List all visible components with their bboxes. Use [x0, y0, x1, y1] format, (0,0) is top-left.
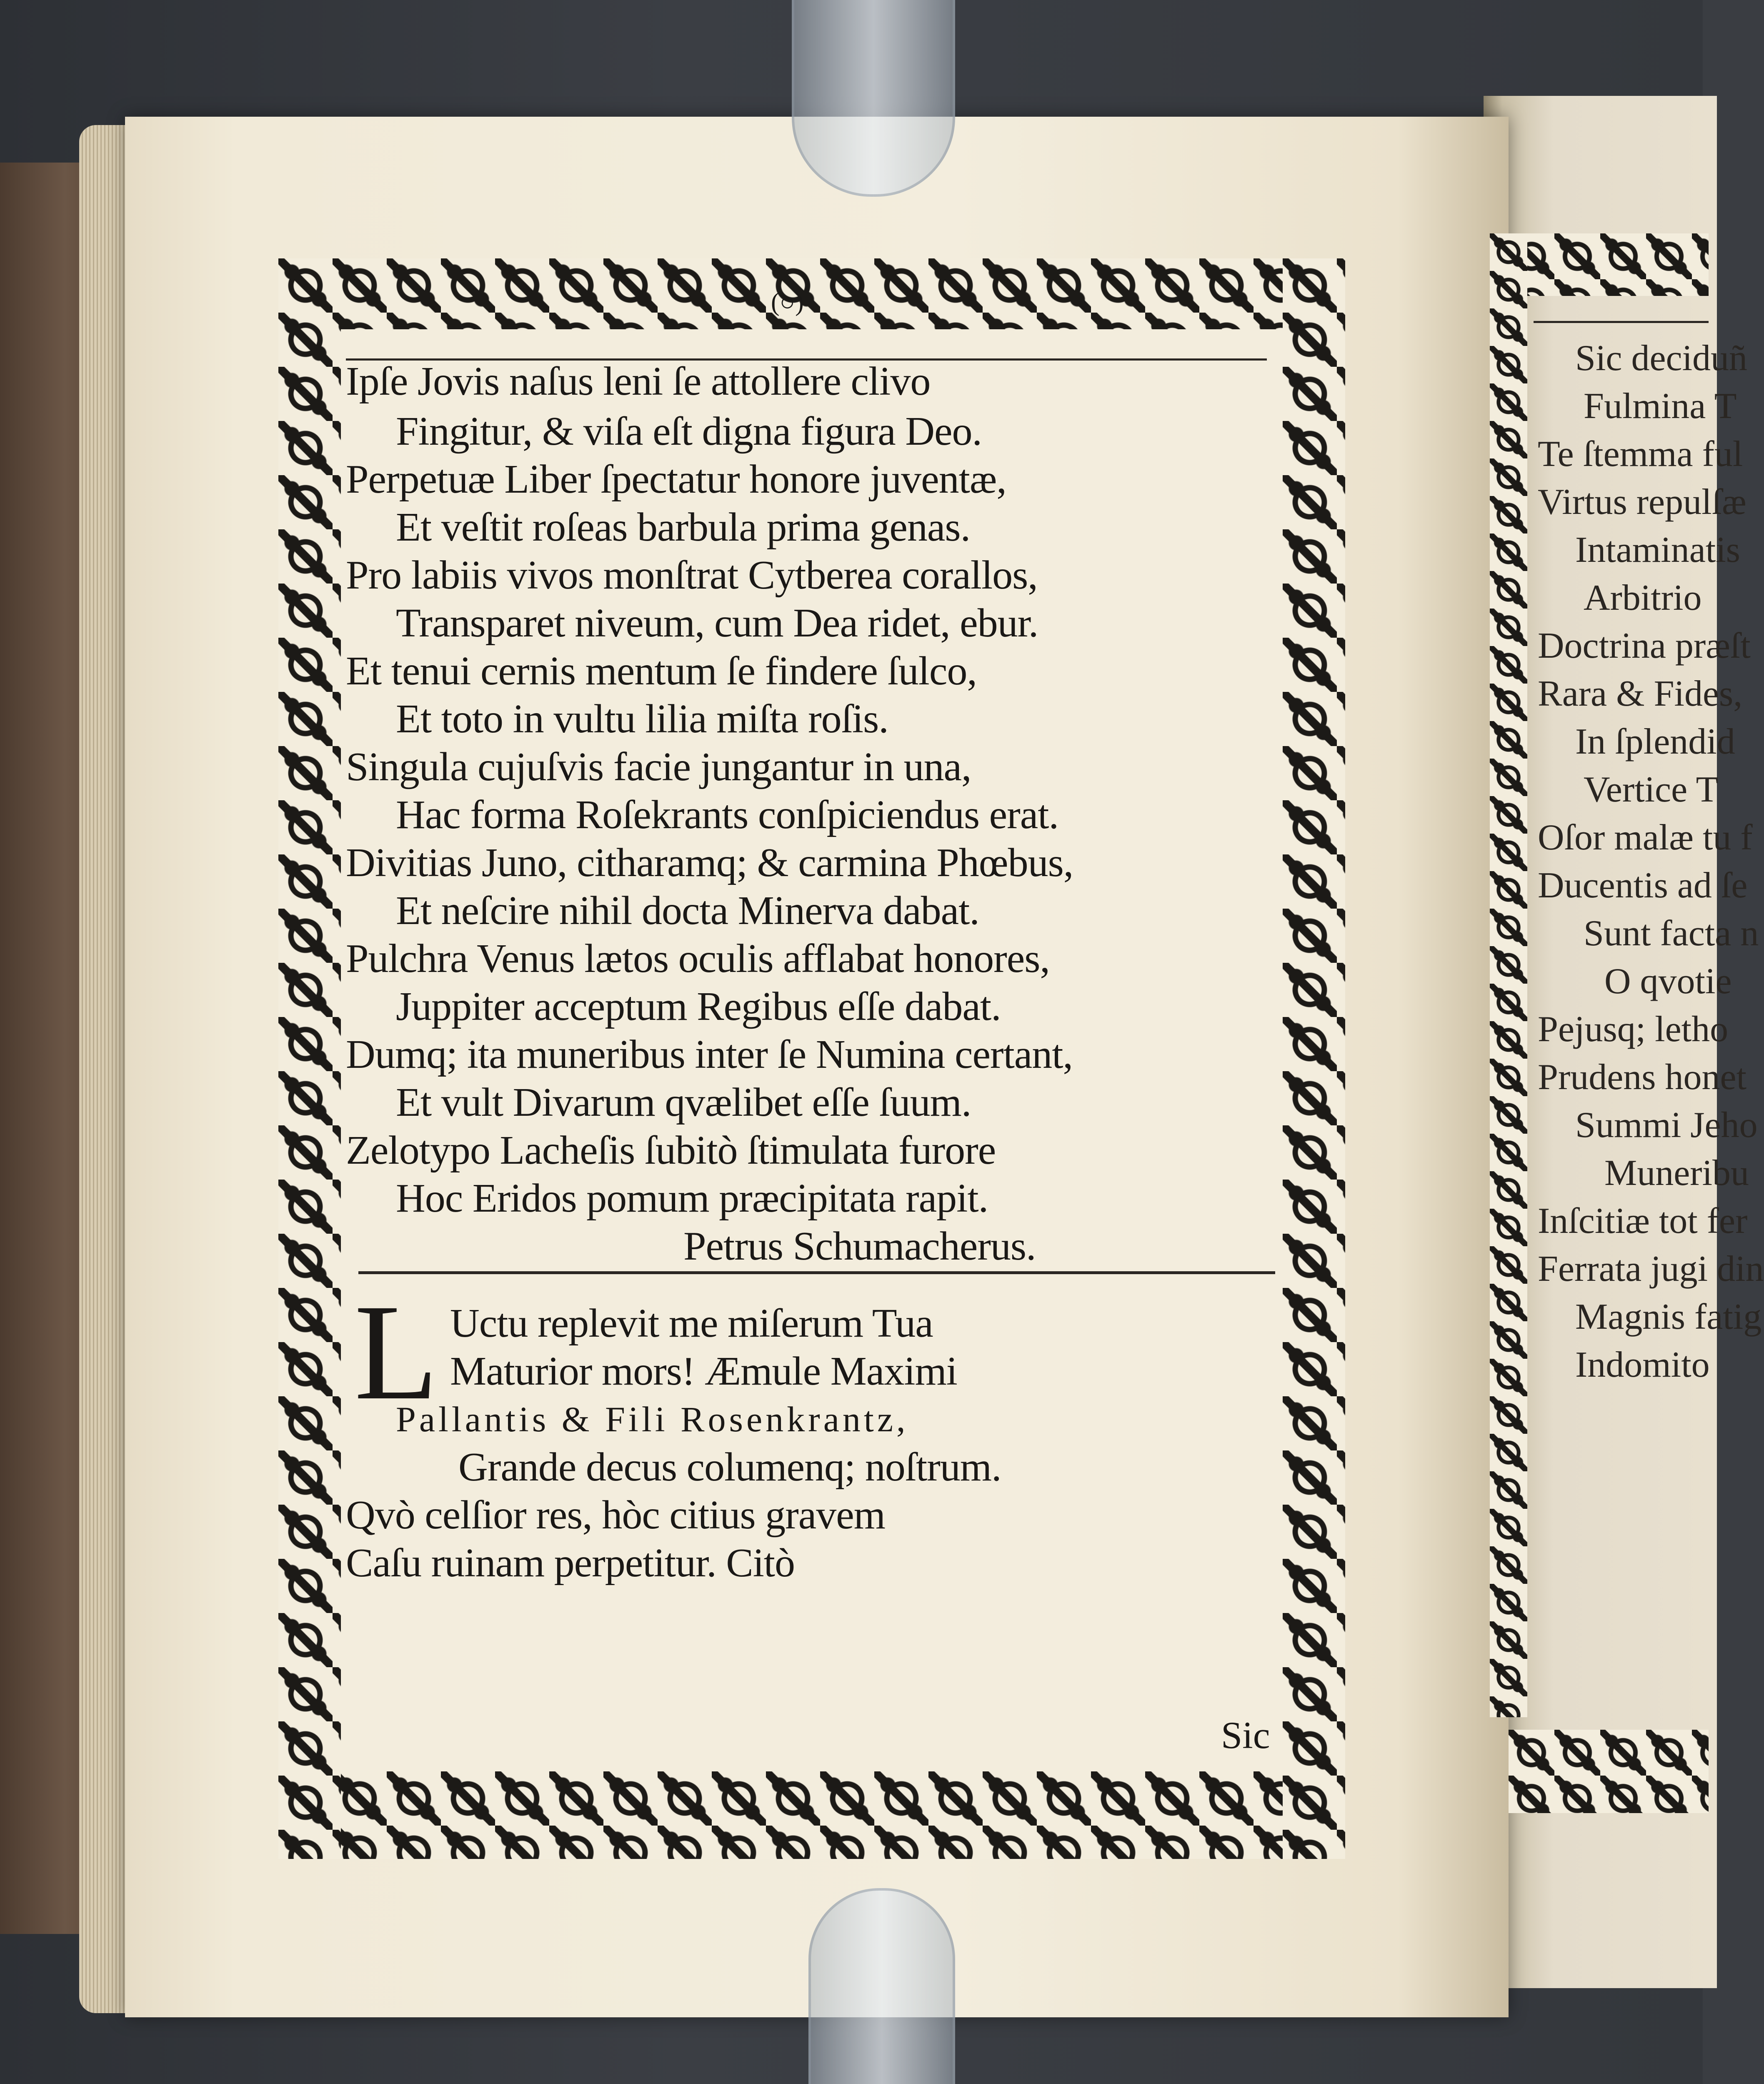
right-line: Ferrata jugi din	[1538, 1249, 1764, 1289]
right-line: Fulmina T	[1584, 386, 1737, 426]
ornamental-border-right	[1283, 258, 1345, 1859]
ornamental-border-top	[278, 258, 1345, 329]
poem-line: Et veſtit roſeas barbula prima genas.	[396, 505, 971, 550]
right-ornamental-border-bottom	[1509, 1730, 1709, 1813]
right-line: Inſcitiæ tot fer	[1538, 1201, 1748, 1241]
ornamental-border-bottom	[278, 1771, 1345, 1859]
section-rule	[358, 1271, 1275, 1274]
right-line: Indomito	[1575, 1345, 1710, 1385]
right-line: Arbitrio	[1584, 578, 1702, 618]
right-line: Te ſtemma ful	[1538, 434, 1743, 474]
poem-line: Transparet niveum, cum Dea ridet, ebur.	[396, 601, 1038, 646]
catchword: Sic	[1221, 1714, 1270, 1756]
right-line: Magnis fatig	[1575, 1297, 1762, 1337]
right-line: Prudens honet	[1538, 1057, 1747, 1097]
poem-line: Maturior mors! Æmule Maximi	[450, 1349, 957, 1394]
poem-line: Fingitur, & viſa eſt digna figura Deo.	[396, 409, 982, 454]
right-line: O qvotie	[1604, 961, 1732, 1002]
page-clip-bottom	[808, 1888, 955, 2084]
poem-line: Qvò celſior res, hòc citius gravem	[346, 1493, 886, 1538]
right-header-rule	[1534, 321, 1709, 323]
right-line: In ſplendid	[1575, 721, 1735, 762]
right-line: Sic deciduñ	[1575, 338, 1748, 378]
right-ornamental-border-left	[1490, 233, 1527, 1717]
right-line: Pejusq; letho	[1538, 1009, 1729, 1050]
right-line: Vertice T	[1584, 769, 1719, 810]
poem-line: Grande decus columenq; noſtrum.	[458, 1445, 1001, 1490]
right-ornamental-border-top	[1509, 233, 1709, 296]
poem-line: Pulchra Venus lætos oculis afflabat honores,	[346, 936, 1050, 981]
poem-line: Et tenui cernis mentum ſe findere ſulco,	[346, 649, 977, 694]
right-line: Ducentis ad ſe	[1538, 865, 1748, 906]
poem-line: Et vult Divarum qvælibet eſſe ſuum.	[396, 1080, 971, 1125]
poem-line: Divitias Juno, citharamq; & carmina Phœbus,	[346, 840, 1073, 885]
poem-line: Juppiter acceptum Regibus eſſe dabat.	[396, 984, 1001, 1029]
right-line: Rara & Fides,	[1538, 674, 1743, 714]
poem-line: Et toto in vultu lilia miſta roſis.	[396, 696, 888, 741]
right-line: Virtus repulſæ	[1538, 482, 1746, 522]
poem-line: Et neſcire nihil docta Minerva dabat.	[396, 888, 979, 933]
ornamental-border-left	[278, 258, 341, 1859]
poem-line: Caſu ruinam perpetitur. Citò	[346, 1540, 795, 1586]
poem-line: Perpetuæ Liber ſpectatur honore juventæ,	[346, 457, 1006, 502]
right-line: Oſor malæ tu f	[1538, 817, 1753, 858]
right-line: Intaminatis	[1575, 530, 1740, 570]
author-signature: Petrus Schumacherus.	[683, 1224, 1036, 1269]
poem-line: Singula cujuſvis facie jungantur in una,	[346, 744, 971, 789]
page-header-mark: (○)	[771, 288, 804, 316]
poem-line: Hoc Eridos pomum præcipitata rapit.	[396, 1176, 988, 1221]
poem-line: Dumq; ita muneribus inter ſe Numina certant,	[346, 1032, 1073, 1077]
drop-capital: L	[354, 1276, 438, 1428]
right-line: Doctrina præſt	[1538, 626, 1751, 666]
poem-line: Pallantis & Fili Rosenkrantz,	[396, 1399, 909, 1439]
poem-line: Ipſe Jovis naſus leni ſe attollere clivo	[346, 359, 931, 404]
poem-line: Zelotypo Lacheſis ſubitò ſtimulata furore	[346, 1128, 996, 1173]
right-line: Summi Jeho	[1575, 1105, 1758, 1145]
poem-line: Pro labiis vivos monſtrat Cytberea corallos,	[346, 553, 1038, 598]
right-line: Sunt facta n	[1584, 913, 1759, 954]
right-line: Muneribu	[1604, 1153, 1749, 1193]
poem-line: Uctu replevit me miſerum Tua	[450, 1301, 933, 1346]
page-clip-top	[792, 0, 955, 197]
poem-line: Hac forma Roſekrants conſpiciendus erat.	[396, 792, 1059, 837]
